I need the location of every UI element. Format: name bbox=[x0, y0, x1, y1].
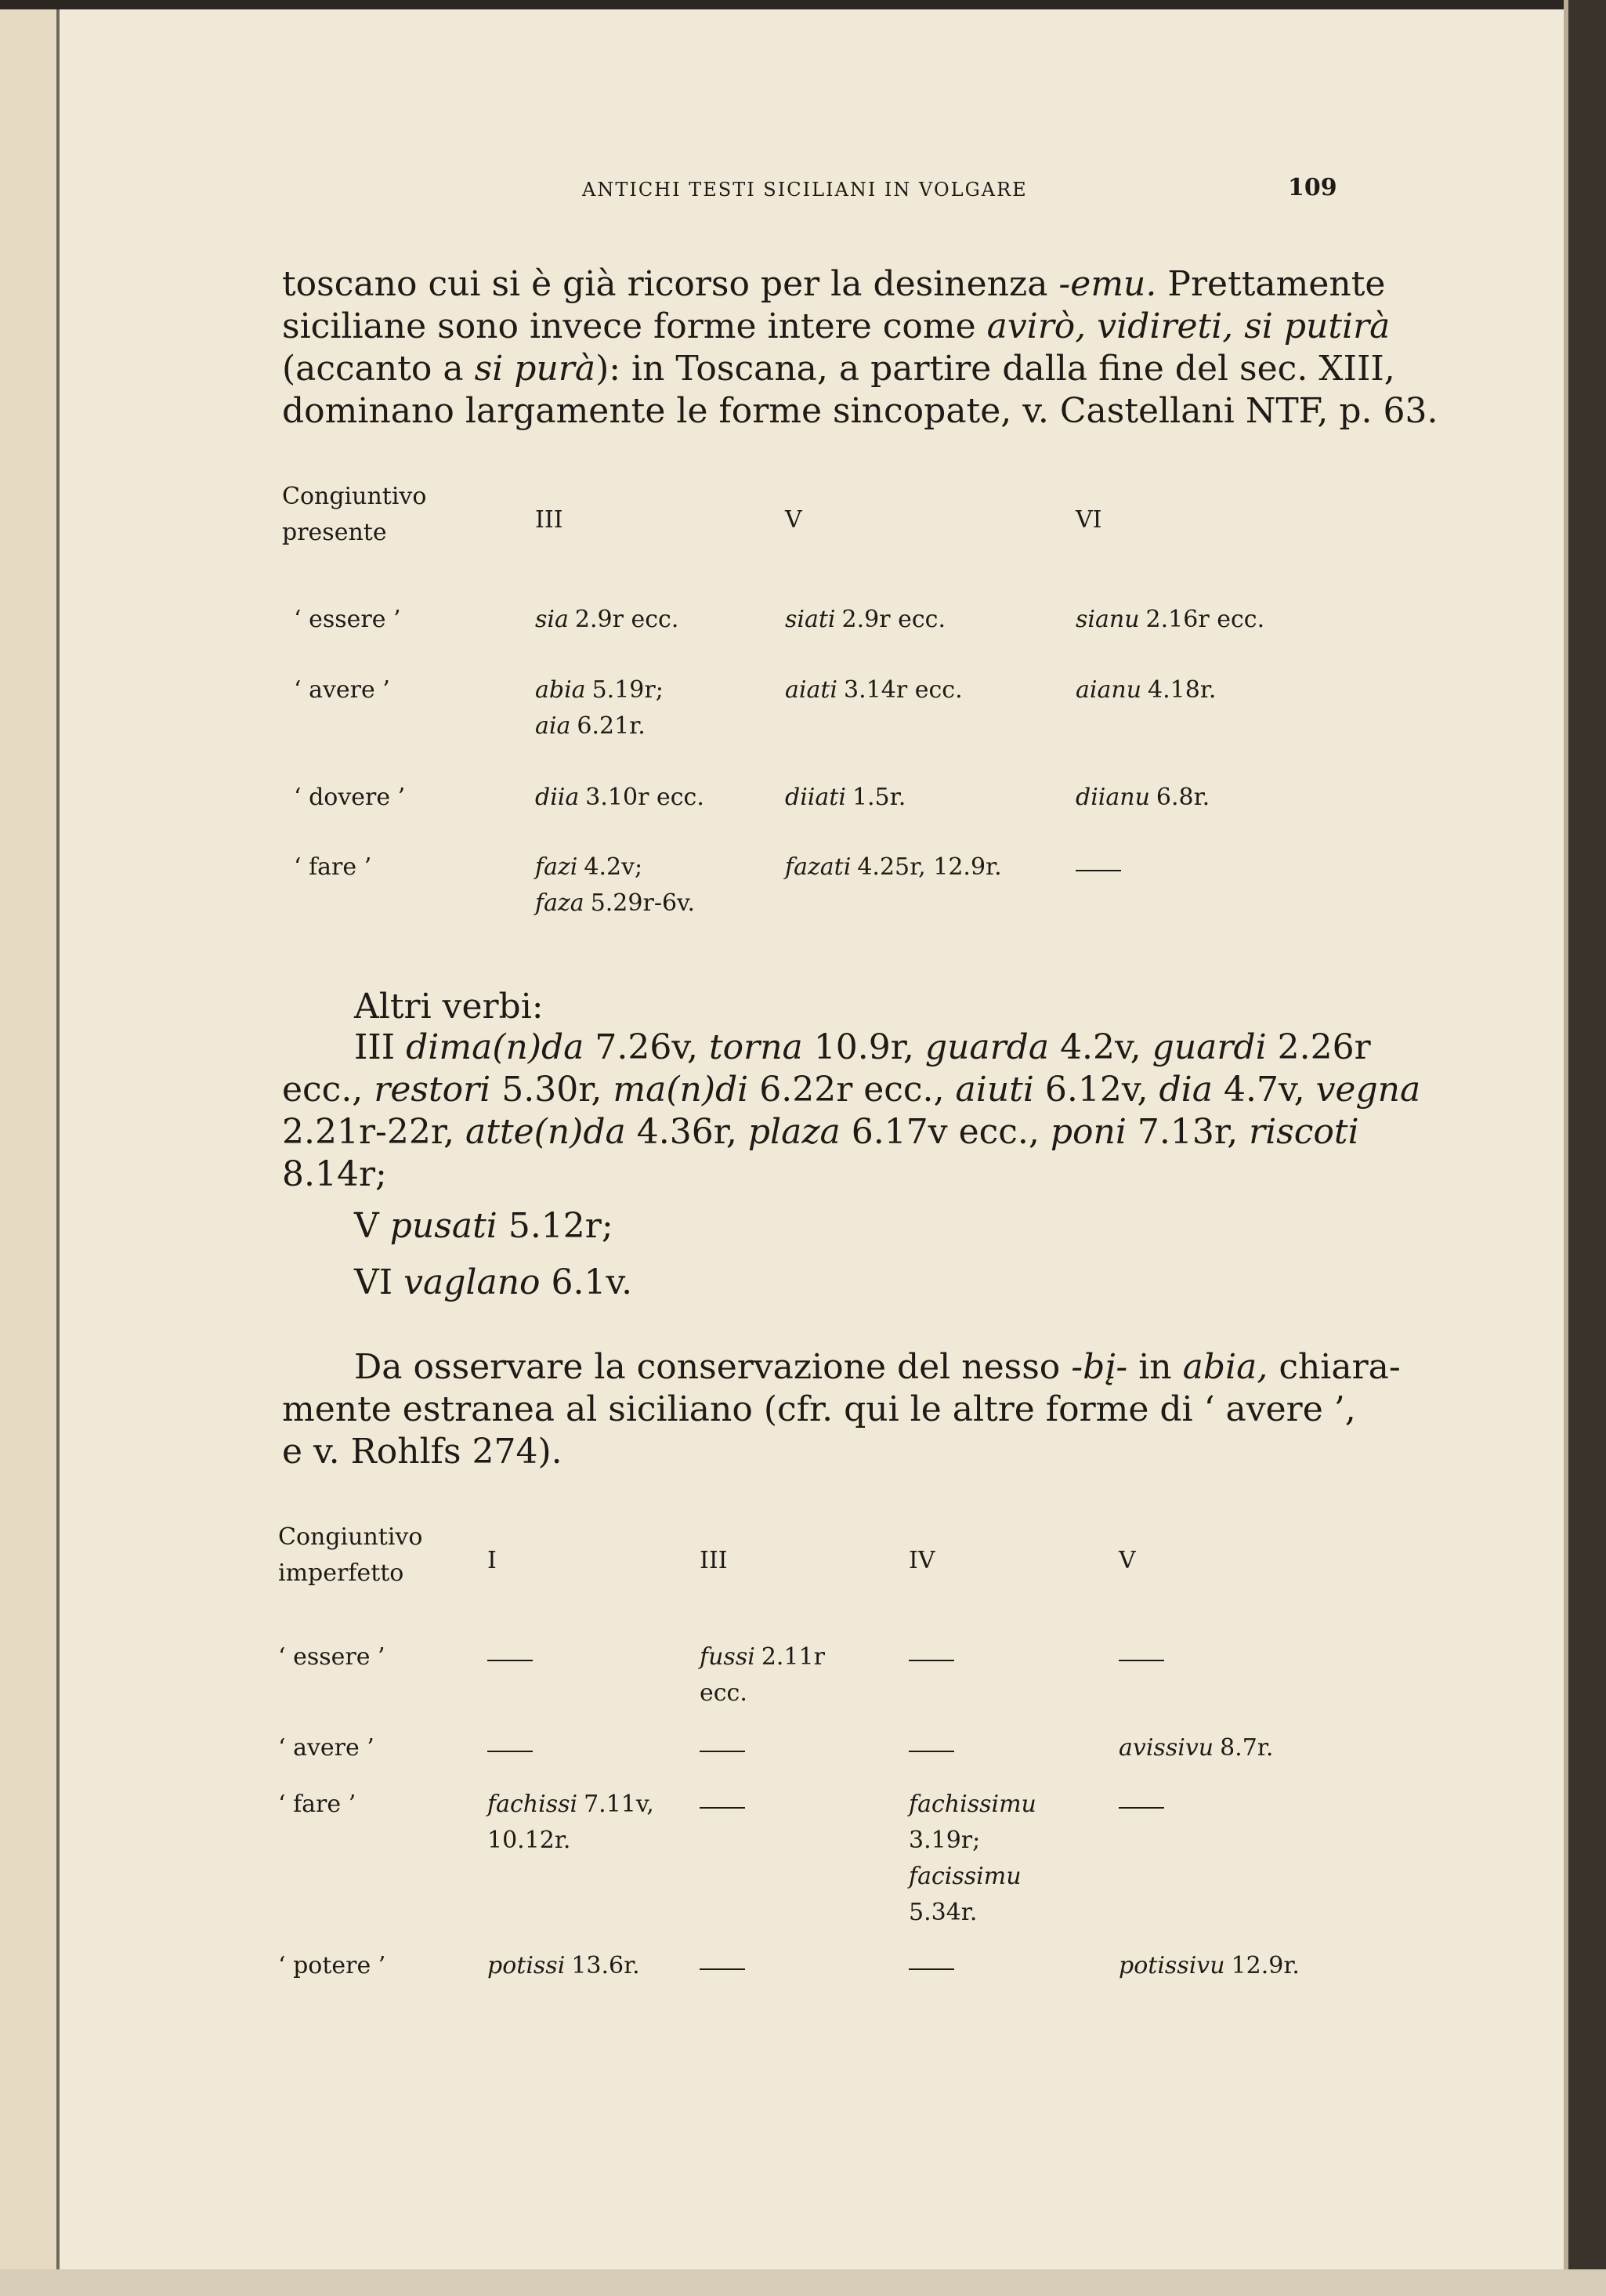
other-verbs-line: 8.14r; bbox=[282, 1154, 387, 1194]
imperfect-subjunctive-row-label: ‘ essere ’ bbox=[278, 1643, 385, 1671]
imperfect-subjunctive-empty-dash bbox=[487, 1751, 533, 1752]
imperfect-subjunctive-row-label: ‘ potere ’ bbox=[278, 1952, 386, 1979]
imperfect-subjunctive-empty-dash bbox=[700, 1968, 745, 1970]
left-page-margin bbox=[0, 0, 58, 2296]
imperfect-subjunctive-cell: fachissi 7.11v, 10.12r. bbox=[487, 1791, 654, 1854]
imperfect-subjunctive-cell: avissivu 8.7r. bbox=[1119, 1734, 1274, 1762]
imperfect-subjunctive-cell: potissi 13.6r. bbox=[487, 1952, 640, 1979]
present-subjunctive-cell: fazi 4.2v; faza 5.29r-6v. bbox=[535, 853, 695, 917]
running-title: ANTICHI TESTI SICILIANI IN VOLGARE bbox=[582, 179, 1028, 201]
present-subjunctive-empty-dash bbox=[1076, 870, 1121, 871]
present-subjunctive-cell: aianu 4.18r. bbox=[1076, 676, 1217, 704]
present-subjunctive-cell: sia 2.9r ecc. bbox=[535, 606, 679, 633]
present-subjunctive-cell: fazati 4.25r, 12.9r. bbox=[785, 853, 1002, 881]
imperfect-subjunctive-empty-dash bbox=[487, 1660, 533, 1661]
present-subjunctive-column-header: V bbox=[785, 506, 802, 534]
present-subjunctive-title: presente bbox=[282, 519, 387, 546]
other-verbs-line: V pusati 5.12r; bbox=[354, 1206, 613, 1246]
present-subjunctive-column-header: III bbox=[535, 506, 563, 534]
imperfect-subjunctive-cell: fussi 2.11r ecc. bbox=[700, 1643, 825, 1707]
imperfect-subjunctive-column-header: IV bbox=[909, 1547, 935, 1574]
present-subjunctive-cell: sianu 2.16r ecc. bbox=[1076, 606, 1265, 633]
present-subjunctive-row-label: ‘ essere ’ bbox=[294, 606, 401, 633]
present-subjunctive-row-label: ‘ avere ’ bbox=[294, 676, 390, 704]
imperfect-subjunctive-empty-dash bbox=[700, 1751, 745, 1752]
imperfect-subjunctive-column-header: III bbox=[700, 1547, 728, 1574]
imperfect-subjunctive-cell: fachissimu 3.19r; facissimu 5.34r. bbox=[909, 1791, 1036, 1926]
present-subjunctive-cell: diia 3.10r ecc. bbox=[535, 784, 704, 811]
imperfect-subjunctive-empty-dash bbox=[1119, 1660, 1164, 1661]
intro-line: toscano cui si è già ricorso per la desinenza -emu. Prettamente bbox=[282, 264, 1386, 304]
other-verbs-line: VI vaglano 6.1v. bbox=[354, 1262, 633, 1302]
present-subjunctive-column-header: VI bbox=[1076, 506, 1102, 534]
present-subjunctive-title: Congiuntivo bbox=[282, 483, 427, 510]
present-subjunctive-cell: aiati 3.14r ecc. bbox=[785, 676, 963, 704]
intro-line: dominano largamente le forme sincopate, v. Castellani NTF, p. 63. bbox=[282, 391, 1438, 431]
note-line: mente estranea al siciliano (cfr. qui le altre forme di ‘ avere ’, bbox=[282, 1389, 1356, 1429]
top-scan-edge bbox=[0, 0, 1606, 9]
note-line: Da osservare la conservazione del nesso -bį- in abia, chiara- bbox=[354, 1347, 1401, 1387]
imperfect-subjunctive-column-header: V bbox=[1119, 1547, 1136, 1574]
bottom-scan-edge bbox=[0, 2269, 1606, 2296]
present-subjunctive-cell: siati 2.9r ecc. bbox=[785, 606, 946, 633]
right-scan-edge bbox=[1568, 0, 1606, 2296]
imperfect-subjunctive-row-label: ‘ avere ’ bbox=[278, 1734, 374, 1762]
intro-line: siciliane sono invece forme intere come avirò, vidireti, si putirà bbox=[282, 306, 1391, 346]
intro-line: (accanto a si purà): in Toscana, a partire dalla fine del sec. XIII, bbox=[282, 349, 1395, 389]
imperfect-subjunctive-empty-dash bbox=[909, 1968, 954, 1970]
other-verbs-line: ecc., restori 5.30r, ma(n)di 6.22r ecc., aiuti 6.12v, dia 4.7v, vegna bbox=[282, 1070, 1421, 1110]
imperfect-subjunctive-empty-dash bbox=[700, 1807, 745, 1809]
present-subjunctive-row-label: ‘ fare ’ bbox=[294, 853, 372, 881]
imperfect-subjunctive-row-label: ‘ fare ’ bbox=[278, 1791, 356, 1818]
imperfect-subjunctive-column-header: I bbox=[487, 1547, 497, 1574]
imperfect-subjunctive-title: imperfetto bbox=[278, 1559, 404, 1587]
imperfect-subjunctive-empty-dash bbox=[909, 1660, 954, 1661]
present-subjunctive-cell: diianu 6.8r. bbox=[1076, 784, 1210, 811]
present-subjunctive-row-label: ‘ dovere ’ bbox=[294, 784, 406, 811]
imperfect-subjunctive-empty-dash bbox=[909, 1751, 954, 1752]
note-line: e v. Rohlfs 274). bbox=[282, 1432, 562, 1472]
other-verbs-line: III dima(n)da 7.26v, torna 10.9r, guarda 4.2v, guardi 2.26r bbox=[354, 1027, 1371, 1067]
imperfect-subjunctive-empty-dash bbox=[1119, 1807, 1164, 1809]
other-verbs-heading: Altri verbi: bbox=[354, 987, 544, 1027]
present-subjunctive-cell: abia 5.19r; aia 6.21r. bbox=[535, 676, 664, 740]
imperfect-subjunctive-cell: potissivu 12.9r. bbox=[1119, 1952, 1300, 1979]
page-number: 109 bbox=[1288, 174, 1337, 201]
other-verbs-line: 2.21r-22r, atte(n)da 4.36r, plaza 6.17v ecc., poni 7.13r, riscoti bbox=[282, 1112, 1359, 1152]
imperfect-subjunctive-title: Congiuntivo bbox=[278, 1523, 423, 1551]
present-subjunctive-cell: diiati 1.5r. bbox=[785, 784, 906, 811]
